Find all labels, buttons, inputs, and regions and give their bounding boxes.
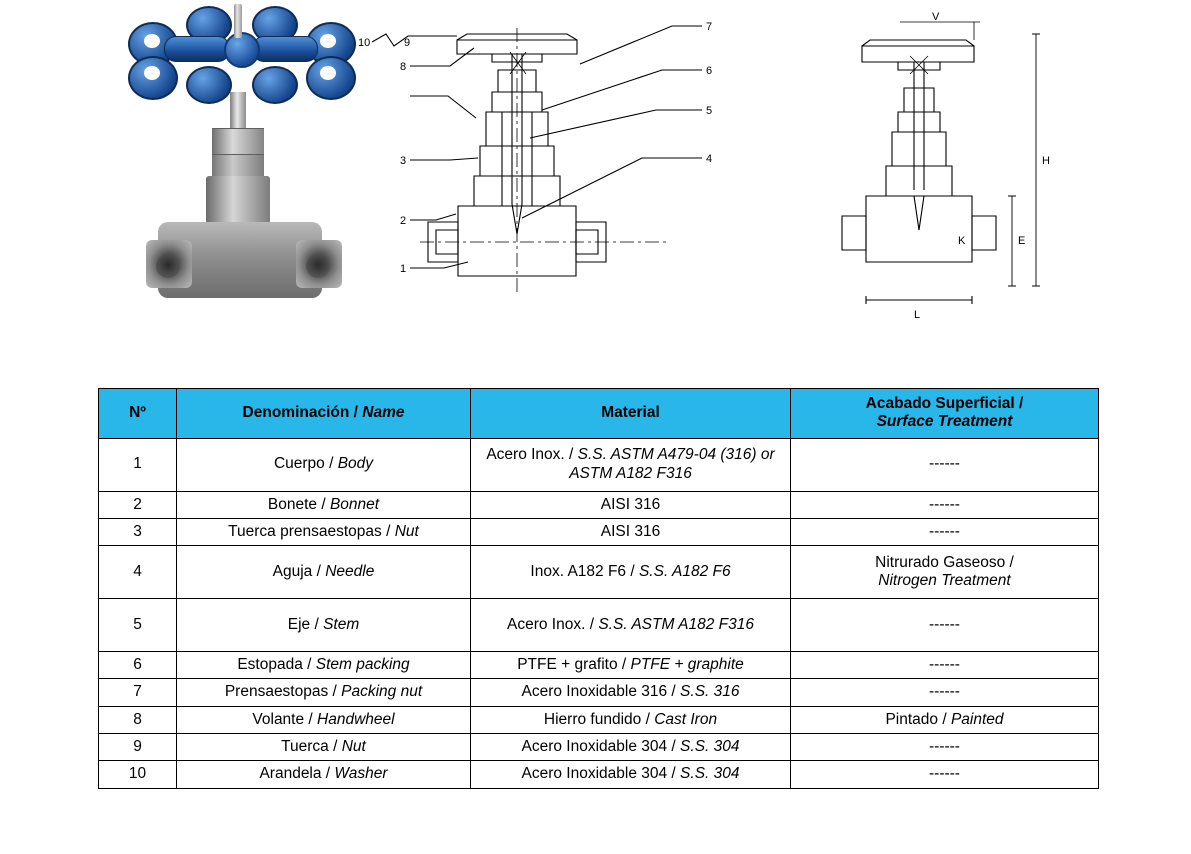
cell-name-es: Tuerca prensaestopas / bbox=[228, 522, 395, 540]
cell-name-en: Body bbox=[337, 455, 374, 473]
column-header-number: Nº bbox=[99, 389, 177, 439]
cell-finish bbox=[791, 652, 1099, 679]
cell-material-en: PTFE + graphite bbox=[630, 656, 744, 674]
cell-material bbox=[471, 652, 791, 679]
cell-name bbox=[177, 438, 471, 491]
parts-table-container bbox=[98, 388, 1098, 789]
cell-name bbox=[177, 518, 471, 545]
handwheel-lobe bbox=[186, 66, 232, 104]
stem-tip-graphic bbox=[234, 4, 242, 38]
table-row bbox=[99, 706, 1099, 733]
callout-6: 6 bbox=[706, 65, 713, 77]
cell-finish bbox=[791, 491, 1099, 518]
cell-material-es: Acero Inoxidable 304 / bbox=[521, 737, 681, 755]
cell-number: 9 bbox=[99, 733, 177, 760]
cell-name-en: Stem bbox=[323, 615, 360, 633]
cell-material bbox=[471, 706, 791, 733]
column-header-name-en: Name bbox=[362, 404, 405, 422]
cell-number: 2 bbox=[99, 491, 177, 518]
cell-material bbox=[471, 518, 791, 545]
stem-graphic bbox=[230, 92, 246, 132]
dimension-label-v: V bbox=[932, 11, 940, 23]
packing-nut-graphic bbox=[212, 128, 264, 156]
cell-material-es: Acero Inox. / bbox=[486, 446, 578, 464]
cell-material-en: S.S. ASTM A182 F316 bbox=[598, 615, 754, 633]
cross-section-drawing bbox=[352, 0, 732, 330]
handwheel-arm bbox=[164, 36, 230, 62]
cell-name-es: Arandela / bbox=[259, 765, 335, 783]
cell-name-en: Nut bbox=[394, 522, 419, 540]
table-row bbox=[99, 761, 1099, 788]
dimension-drawing bbox=[840, 0, 1090, 340]
cell-finish-en: Painted bbox=[950, 710, 1004, 728]
cell-name-es: Volante / bbox=[252, 710, 318, 728]
callout-5: 5 bbox=[706, 105, 713, 117]
cell-finish-es: ------ bbox=[929, 656, 960, 674]
cell-finish bbox=[791, 706, 1099, 733]
cell-name bbox=[177, 491, 471, 518]
cell-material bbox=[471, 491, 791, 518]
cell-finish-es: ------ bbox=[929, 455, 960, 473]
cell-material-es: Acero Inoxidable 304 / bbox=[521, 765, 681, 783]
cell-material-en: S.S. 304 bbox=[680, 737, 740, 755]
table-row bbox=[99, 438, 1099, 491]
cell-finish bbox=[791, 438, 1099, 491]
cell-number: 3 bbox=[99, 518, 177, 545]
cell-name bbox=[177, 733, 471, 760]
cell-name bbox=[177, 761, 471, 788]
cell-finish-es: ------ bbox=[929, 765, 960, 783]
cell-name-en: Packing nut bbox=[341, 683, 423, 701]
cell-name-es: Prensaestopas / bbox=[224, 683, 342, 701]
dimension-label-l: L bbox=[914, 309, 921, 321]
cell-number: 1 bbox=[99, 438, 177, 491]
cell-material-en: Cast Iron bbox=[654, 710, 718, 728]
column-header-material: Material bbox=[471, 389, 791, 439]
cell-material-es: Acero Inoxidable 316 / bbox=[521, 683, 681, 701]
dimension-label-e: E bbox=[1018, 235, 1026, 247]
port-left-bore bbox=[156, 254, 180, 278]
port-right-bore bbox=[306, 254, 330, 278]
handwheel-hole bbox=[320, 34, 336, 48]
cell-finish-es: ------ bbox=[929, 495, 960, 513]
cell-name bbox=[177, 599, 471, 652]
cell-material bbox=[471, 679, 791, 706]
bonnet-graphic bbox=[206, 176, 270, 224]
cell-number: 10 bbox=[99, 761, 177, 788]
cell-material-en: S.S. 304 bbox=[680, 765, 740, 783]
cell-material bbox=[471, 761, 791, 788]
cell-finish-es: Pintado / bbox=[885, 710, 951, 728]
cell-material-en: S.S. A182 F6 bbox=[638, 562, 731, 580]
cell-material bbox=[471, 546, 791, 599]
cell-name-en: Nut bbox=[341, 737, 366, 755]
handwheel-hole bbox=[320, 66, 336, 80]
valve-photo bbox=[120, 4, 360, 314]
table-row bbox=[99, 546, 1099, 599]
column-header-name bbox=[177, 389, 471, 439]
cell-name bbox=[177, 679, 471, 706]
callout-3: 3 bbox=[400, 155, 407, 167]
cell-material bbox=[471, 599, 791, 652]
callout-10: 10 bbox=[358, 37, 371, 49]
cell-material-en: S.S. 316 bbox=[680, 683, 740, 701]
cell-name-es: Tuerca / bbox=[281, 737, 342, 755]
handwheel-hub bbox=[224, 32, 260, 68]
cell-material-es: Hierro fundido / bbox=[543, 710, 655, 728]
cell-material-es: Inox. A182 F6 / bbox=[530, 562, 639, 580]
cell-material-es: AISI 316 bbox=[600, 522, 661, 540]
column-header-finish bbox=[791, 389, 1099, 439]
callout-4: 4 bbox=[706, 153, 713, 165]
table-header-row bbox=[99, 389, 1099, 439]
cell-finish-es: ------ bbox=[929, 683, 960, 701]
cell-material bbox=[471, 438, 791, 491]
cell-material-es: AISI 316 bbox=[600, 495, 661, 513]
table-row bbox=[99, 491, 1099, 518]
cell-name-en: Washer bbox=[334, 765, 388, 783]
cell-finish bbox=[791, 733, 1099, 760]
table-header bbox=[99, 389, 1099, 439]
cell-name-es: Eje / bbox=[287, 615, 324, 633]
cell-finish-es: ------ bbox=[929, 737, 960, 755]
callout-8: 8 bbox=[400, 61, 407, 73]
cell-finish bbox=[791, 599, 1099, 652]
callout-9: 9 bbox=[404, 37, 411, 49]
callout-7: 7 bbox=[706, 21, 713, 33]
callout-2: 2 bbox=[400, 215, 407, 227]
cell-finish-es: Nitrurado Gaseoso / bbox=[875, 553, 1014, 571]
cell-name-es: Aguja / bbox=[272, 562, 326, 580]
cell-name-en: Bonnet bbox=[329, 495, 380, 513]
cell-number: 7 bbox=[99, 679, 177, 706]
cell-number: 6 bbox=[99, 652, 177, 679]
callout-1: 1 bbox=[400, 263, 407, 275]
cell-name bbox=[177, 706, 471, 733]
table-row bbox=[99, 599, 1099, 652]
cell-finish bbox=[791, 546, 1099, 599]
parts-table bbox=[98, 388, 1099, 789]
dimension-label-k: K bbox=[958, 235, 966, 247]
cell-name-es: Bonete / bbox=[267, 495, 330, 513]
column-header-finish-es: Acabado Superficial / bbox=[865, 395, 1024, 412]
column-header-finish-en: Surface Treatment bbox=[876, 413, 1013, 431]
cell-number: 5 bbox=[99, 599, 177, 652]
cell-number: 8 bbox=[99, 706, 177, 733]
cell-finish-es: ------ bbox=[929, 522, 960, 540]
table-body bbox=[99, 438, 1099, 788]
handwheel-arm bbox=[252, 36, 318, 62]
cell-finish bbox=[791, 761, 1099, 788]
cell-material-es: Acero Inox. / bbox=[507, 615, 599, 633]
table-row bbox=[99, 733, 1099, 760]
cell-name bbox=[177, 652, 471, 679]
table-row bbox=[99, 679, 1099, 706]
table-row bbox=[99, 652, 1099, 679]
cell-material bbox=[471, 733, 791, 760]
dimension-label-h: H bbox=[1042, 155, 1050, 167]
table-row bbox=[99, 518, 1099, 545]
gland-nut-graphic bbox=[212, 154, 264, 178]
cell-name-en: Stem packing bbox=[315, 656, 410, 674]
figures-area bbox=[0, 0, 1191, 360]
cell-name-es: Cuerpo / bbox=[273, 455, 338, 473]
cell-name-en: Handwheel bbox=[317, 710, 395, 728]
handwheel-hole bbox=[144, 34, 160, 48]
cell-material-en: S.S. ASTM A479-04 (316) or ASTM A182 F316 bbox=[569, 446, 775, 482]
cell-finish bbox=[791, 518, 1099, 545]
cell-finish-es: ------ bbox=[929, 615, 960, 633]
cell-name bbox=[177, 546, 471, 599]
cell-number: 4 bbox=[99, 546, 177, 599]
handwheel-hole bbox=[144, 66, 160, 80]
cell-finish bbox=[791, 679, 1099, 706]
handwheel-lobe bbox=[252, 66, 298, 104]
cell-name-en: Needle bbox=[325, 562, 375, 580]
column-header-name-es: Denominación / bbox=[242, 404, 363, 422]
cell-finish-en: Nitrogen Treatment bbox=[878, 572, 1011, 590]
cell-name-es: Estopada / bbox=[237, 656, 316, 674]
cell-material-es: PTFE + grafito / bbox=[517, 656, 631, 674]
